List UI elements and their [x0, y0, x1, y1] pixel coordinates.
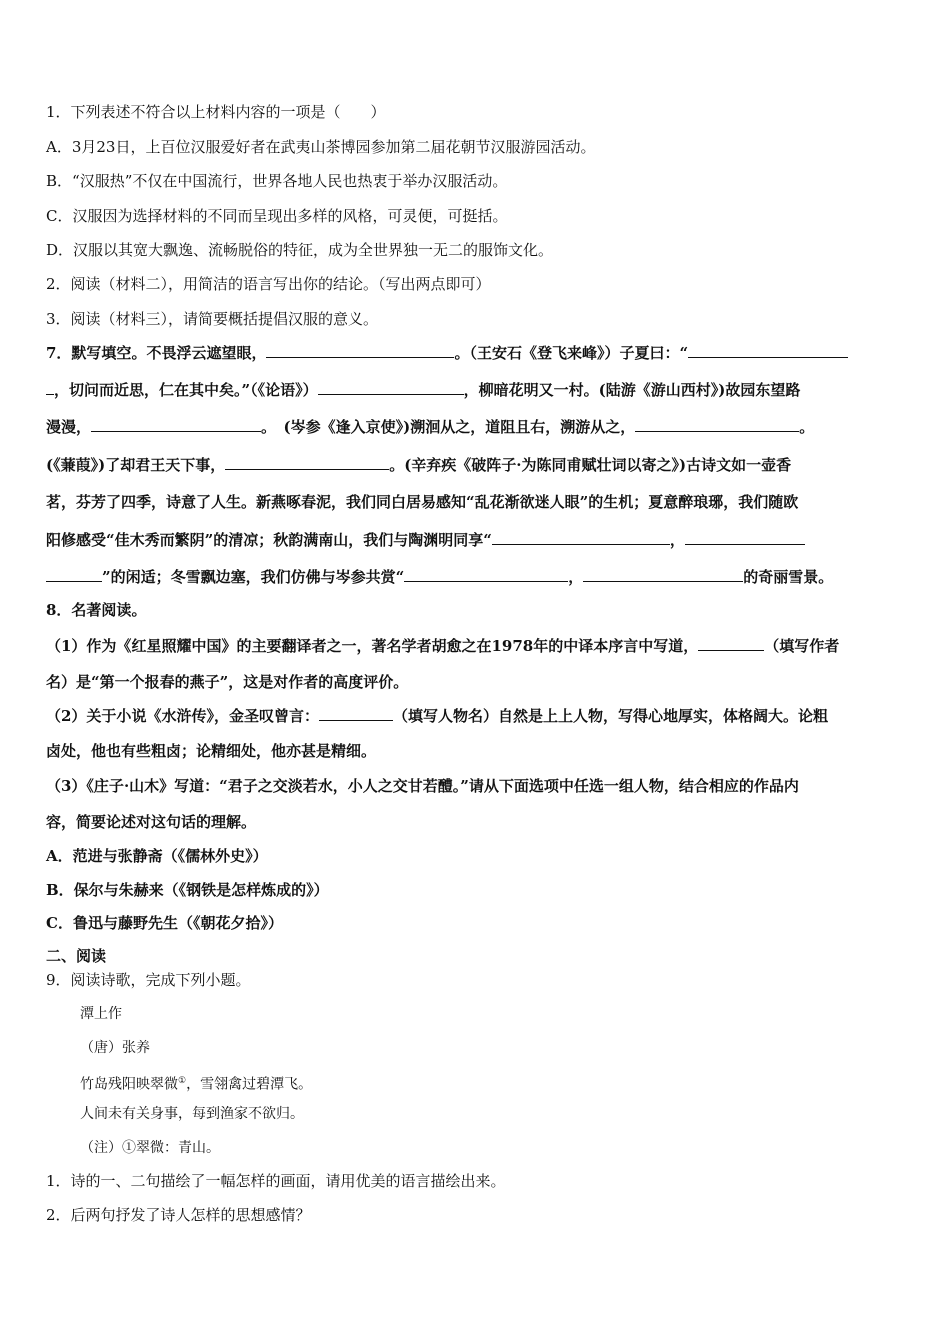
q8-part2-line2: 卤处，他也有些粗卤；论精细处，他亦甚是精细。	[46, 742, 377, 760]
q8-part1-line2: 名）是“第一个报春的燕子”，这是对作者的高度评价。	[46, 673, 409, 691]
q8-text: （填写人物名）自然是上上人物，写得心地厚实，体格阔大。论粗	[392, 707, 828, 725]
q7-text: 7．默写填空。不畏浮云遮望眼，	[46, 344, 267, 362]
q9-sub-2: 2．后两句抒发了诗人怎样的思想感情？	[46, 1206, 311, 1224]
q7-text: (《蒹葭》)了却君王天下事，	[46, 456, 226, 474]
q7-text: 漫漫，	[46, 418, 92, 436]
q8-part3-line1: （3）《庄子·山木》写道：“君子之交淡若水，小人之交甘若醴。”请从下面选项中任选一组人物，结合相应的作品内	[46, 777, 799, 795]
answer-blank[interactable]	[46, 380, 54, 395]
q7-text: 。 (岑参《逢入京使》)溯洄从之，道阻且右，溯游从之，	[261, 418, 636, 436]
q8-option-a: A．范进与张静斋（《儒林外史》）	[46, 847, 268, 865]
answer-blank[interactable]	[266, 343, 454, 358]
answer-blank[interactable]	[46, 567, 102, 582]
footnote-marker: ①	[178, 1076, 187, 1086]
q9-stem: 9．阅读诗歌，完成下列小题。	[46, 971, 251, 989]
answer-blank[interactable]	[685, 530, 805, 545]
q8-text: （2）关于小说《水浒传》，金圣叹曾言：	[46, 707, 319, 725]
answer-blank[interactable]	[225, 455, 389, 470]
q7-text: 。	[799, 418, 815, 436]
q1-option-d: D．汉服以其宽大飘逸、流畅脱俗的特征，成为全世界独一无二的服饰文化。	[46, 241, 554, 259]
answer-blank[interactable]	[688, 343, 848, 358]
q1-option-a: A．3月23日，上百位汉服爱好者在武夷山茶博园参加第二届花朝节汉服游园活动。	[46, 138, 596, 156]
q7-line-6	[46, 530, 910, 550]
poem-title: 潭上作	[80, 1006, 122, 1022]
section-heading: 二、阅读	[46, 947, 107, 965]
q7-line-4	[46, 455, 910, 475]
answer-blank[interactable]	[492, 530, 670, 545]
q7-line-5: 茗，芬芳了四季，诗意了人生。新燕啄春泥，我们同白居易感知“乱花渐欲迷人眼”的生机；夏意醉琅琊，我们随欧	[46, 493, 799, 511]
q1-option-c: C．汉服因为选择材料的不同而呈现出多样的风格，可灵便，可挺括。	[46, 207, 508, 225]
q7-text: ，	[568, 568, 584, 586]
q7-text: 的奇丽雪景。	[743, 568, 834, 586]
q1-option-b: B．“汉服热”不仅在中国流行，世界各地人民也热衷于举办汉服活动。	[46, 172, 508, 190]
q7-line-2	[46, 380, 910, 400]
q8-part3-line2: 容，简要论述对这句话的理解。	[46, 813, 257, 831]
answer-blank[interactable]	[319, 706, 393, 721]
q7-text: ，切问而近思，仁在其中矣。”（《论语》）	[54, 381, 318, 399]
q8-part1-line1	[46, 636, 910, 656]
poem-line-2: 人间未有关身事，每到渔家不欲归。	[80, 1106, 304, 1122]
q8-part2-line1	[46, 706, 910, 726]
q7-text: ”的闲适；冬雪飘边塞，我们仿佛与岑参共赏“	[102, 568, 405, 586]
q8-title: 8．名著阅读。	[46, 601, 147, 619]
q7-text: ，	[669, 531, 685, 549]
q8-text: （填写作者	[764, 637, 840, 655]
poem-note: （注）①翠微：青山。	[80, 1140, 220, 1156]
answer-blank[interactable]	[583, 567, 743, 582]
q8-option-c: C．鲁迅与藤野先生（《朝花夕拾》）	[46, 914, 283, 932]
q1-stem: 1．下列表述不符合以上材料内容的一项是（ ）	[46, 103, 386, 121]
q7-text: 阳修感受“佳木秀而繁阴”的清凉；秋韵满南山，我们与陶渊明同享“	[46, 531, 492, 549]
q7-line-7	[46, 567, 910, 587]
q8-option-b: B．保尔与朱赫来（《钢铁是怎样炼成的》）	[46, 881, 329, 899]
poem-text: 竹岛残阳映翠微	[80, 1076, 178, 1093]
answer-blank[interactable]	[698, 636, 764, 651]
poem-text: ，雪翎禽过碧潭飞。	[186, 1076, 313, 1093]
answer-blank[interactable]	[635, 417, 799, 432]
q7-text: 。(辛弃疾《破阵子·为陈同甫赋壮词以寄之》)古诗文如一壶香	[389, 456, 792, 474]
q9-sub-1: 1．诗的一、二句描绘了一幅怎样的画面，请用优美的语言描绘出来。	[46, 1172, 506, 1190]
poem-line-1	[80, 1071, 910, 1095]
q8-text: （1）作为《红星照耀中国》的主要翻译者之一，著名学者胡愈之在1978年的中译本序言中写道，	[46, 637, 699, 655]
answer-blank[interactable]	[91, 417, 261, 432]
answer-blank[interactable]	[404, 567, 568, 582]
q7-line-3	[46, 417, 910, 437]
q3-stem: 3．阅读（材料三），请简要概括提倡汉服的意义。	[46, 310, 379, 328]
q2-stem: 2．阅读（材料二），用简洁的语言写出你的结论。（写出两点即可）	[46, 275, 491, 293]
q7-text: 。（王安石《登飞来峰》）子夏曰：“	[454, 344, 689, 362]
q7-line-1	[46, 343, 910, 363]
poem-author: （唐）张养	[80, 1040, 150, 1056]
answer-blank[interactable]	[318, 380, 464, 395]
q7-text: ，柳暗花明又一村。(陆游《游山西村》)故园东望路	[463, 381, 801, 399]
